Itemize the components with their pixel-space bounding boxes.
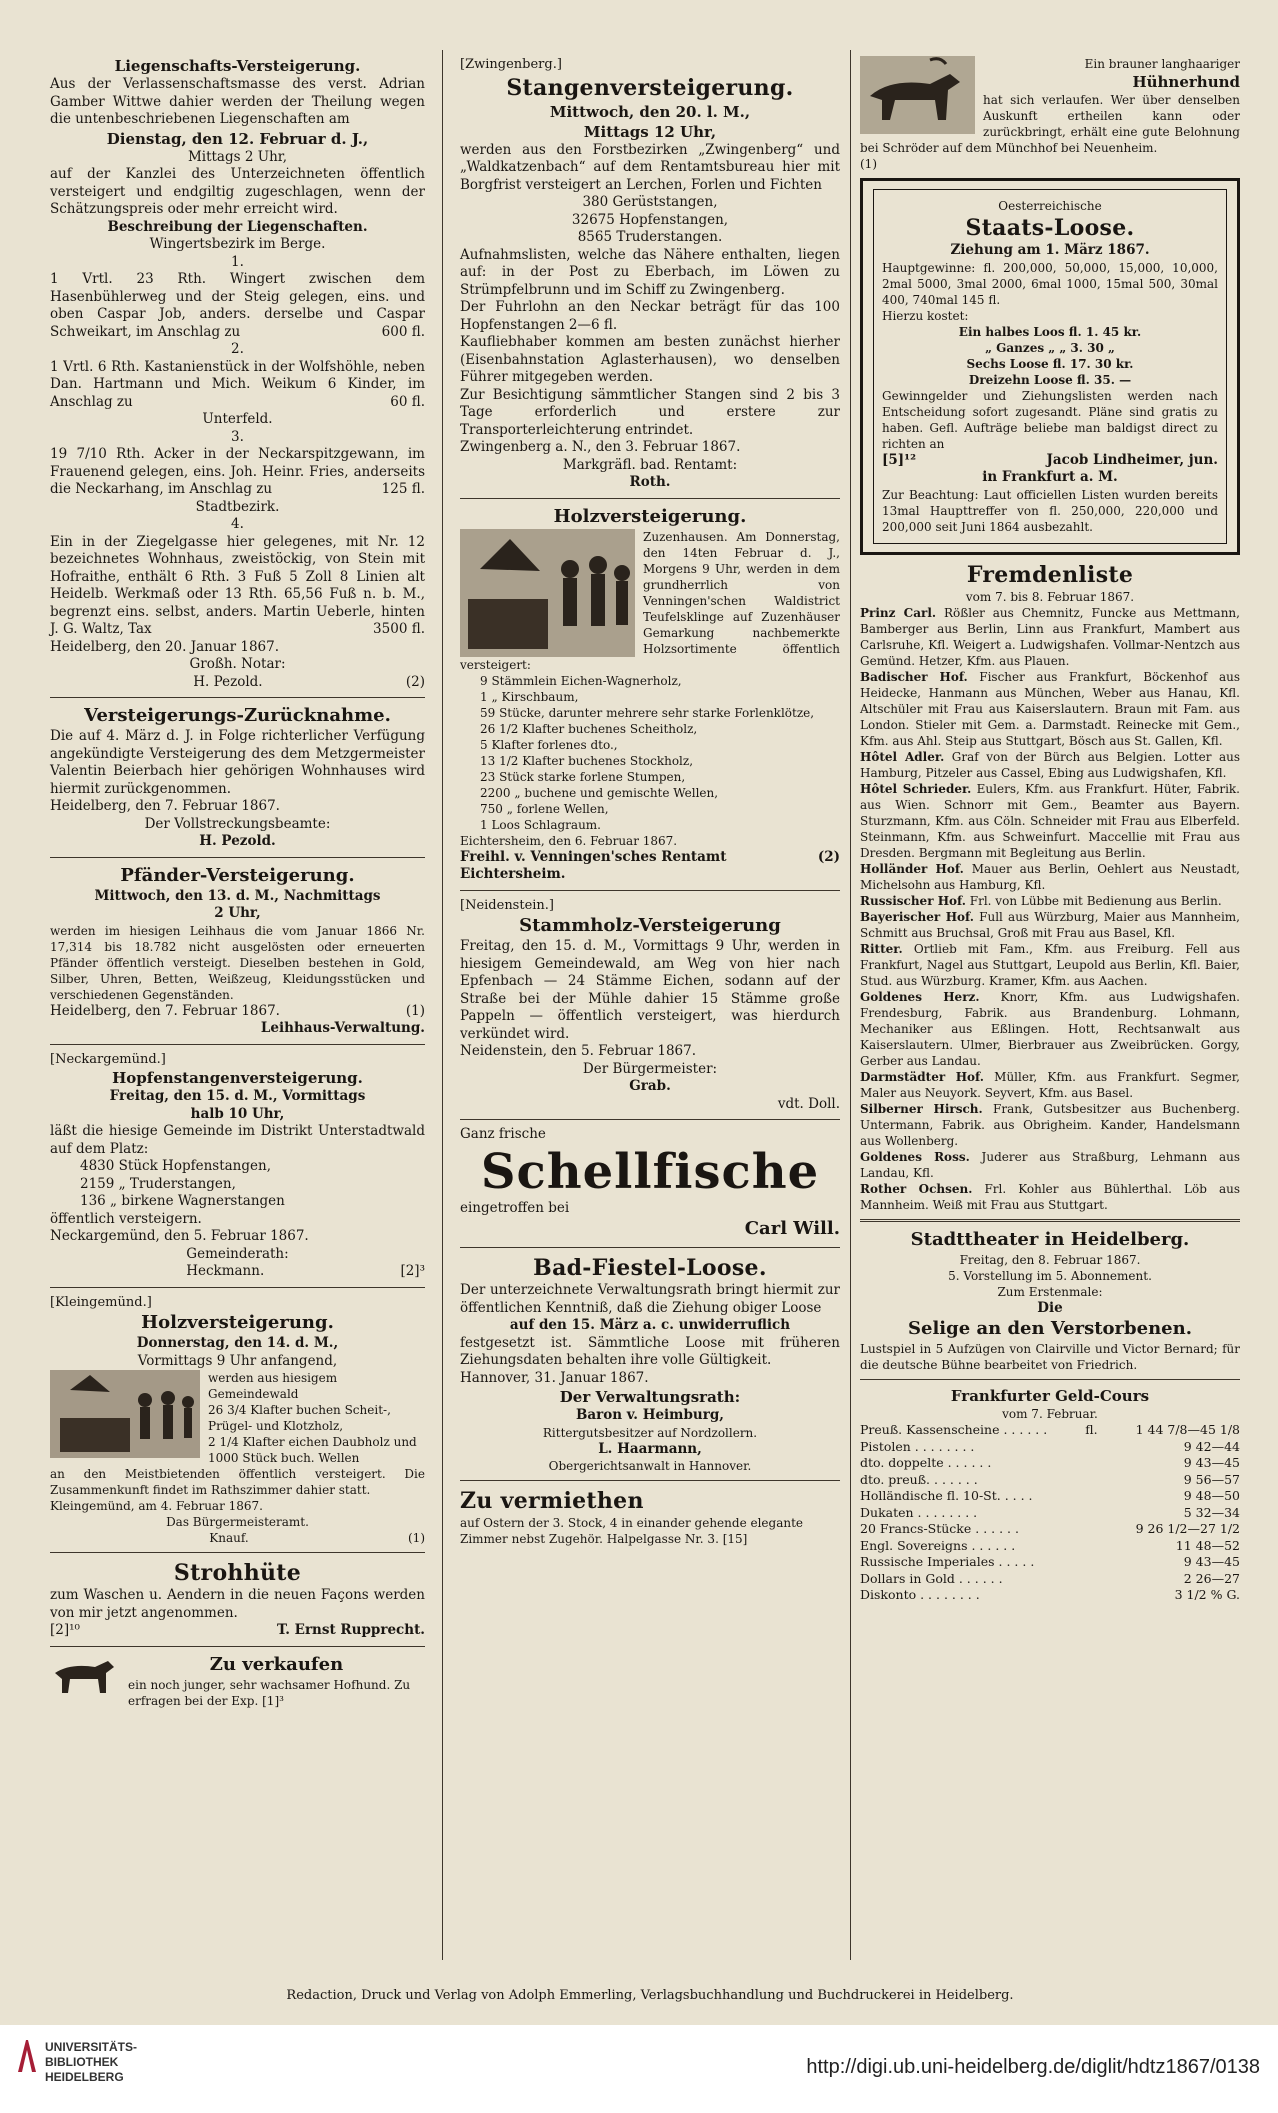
currency-name: Russische Imperiales . . . . . <box>860 1554 1035 1569</box>
guest-names: Frl. Kohler aus Bühlerthal. Löb aus Mannheim. Weiß mit Frau aus Stuttgart. <box>860 1181 1240 1212</box>
ad-first: Zum Erstenmale: <box>997 1284 1103 1299</box>
hotel-name: Prinz Carl. <box>860 605 937 620</box>
ad-sign: Roth. <box>629 474 671 490</box>
ad-date: Mittwoch, den 20. l. M., <box>549 102 751 121</box>
exchange-row <box>860 1422 1240 1439</box>
ad-fiestel <box>460 1254 840 1474</box>
source-url[interactable]: http://digi.ub.uni-heidelberg.de/diglit/hdtz1867/0138 <box>806 2056 1260 2078</box>
guest-entry <box>860 605 1240 669</box>
ad-body: Ein brauner langhaariger <box>1084 57 1240 71</box>
ad-place: Zwingenberg a. N., den 3. Februar 1867. <box>460 439 741 455</box>
currency-name: dto. preuß. . . . . . . <box>860 1471 978 1487</box>
ad-place: Neckargemünd, den 5. Februar 1867. <box>50 1228 309 1244</box>
ad-body: hat sich verlaufen. Wer über denselben Auskunft ertheilen kann oder zurückbringt, erhält eine gute Belohnung bei Schröder auf dem Münchhof bei Neuenheim. <box>860 93 1240 155</box>
ad-intro: Aus der Verlassenschaftsmasse des verst. Adrian Gamber Wittwe dahier werden der Theilung wegen die untenbeschriebenen Liegenschaften am <box>50 76 425 127</box>
currency-name: Diskonto . . . . . . . . <box>860 1587 980 1602</box>
currency-rate: 5 32—34 <box>1183 1504 1240 1520</box>
column-2 <box>460 56 840 1553</box>
ad-tag: [Neckargemünd.] <box>50 1051 166 1067</box>
ad-body2: festgesetzt ist. Sämmtliche Loose mit früheren Ziehungsdaten behalten ihre volle Gültigkeit. <box>460 1334 840 1368</box>
item-number: 2. <box>231 341 244 357</box>
currency-rate: 9 56—57 <box>1183 1471 1240 1487</box>
ad-strohhuete <box>50 1559 425 1640</box>
currency-name: dto. doppelte . . . . . . <box>860 1455 992 1470</box>
ad-post: eingetroffen bei <box>460 1199 570 1216</box>
currency-unit: fl. <box>1085 1422 1098 1437</box>
ad-zuruecknahme <box>50 704 425 851</box>
ad-title: Pfänder-Versteigerung. <box>120 864 355 886</box>
guest-entry <box>860 989 1240 1069</box>
ad-sign: Carl Will. <box>744 1218 840 1239</box>
ad-office: Großh. Notar: <box>189 656 286 672</box>
ad-liegenschaft <box>50 56 425 691</box>
ad-date: Ziehung am 1. März 1867. <box>950 242 1150 258</box>
exchange-row <box>860 1472 1240 1489</box>
currency-name: Dukaten . . . . . . . . <box>860 1504 978 1520</box>
ad-body: läßt die hiesige Gemeinde im Distrikt Unterstadtwald auf dem Platz: <box>50 1123 425 1157</box>
guest-entry <box>860 893 1240 909</box>
ad-title: Versteigerungs-Zurücknahme. <box>84 705 391 726</box>
item-number: 4. <box>231 516 244 532</box>
hotel-name: Rother Ochsen. <box>860 1181 973 1196</box>
currency-rate: 9 48—50 <box>1183 1488 1240 1503</box>
item-price: 60 fl. <box>390 393 425 410</box>
guest-entry <box>860 909 1240 941</box>
currency-rate: 2 26—27 <box>1183 1570 1240 1586</box>
ad-sign: Grab. <box>629 1078 671 1094</box>
section-date: vom 7. bis 8. Februar 1867. <box>965 589 1135 604</box>
ad-office: Der Verwaltungsrath: <box>559 1388 741 1406</box>
ad-district: Stadtbezirk. <box>195 498 280 515</box>
ad-line: 750 „ forlene Wellen, <box>480 801 609 816</box>
ad-time: halb 10 Uhr, <box>190 1105 285 1122</box>
ad-date: Freitag, den 8. Februar 1867. <box>959 1252 1141 1267</box>
ad-prizes: Hauptgewinne: fl. 200,000, 50,000, 15,000, 10,000, 2mal 5000, 3mal 2000, 6mal 1000, 15mal 500, 30mal 400, 740mal 145 fl. <box>882 260 1218 307</box>
ad-body: Freitag, den 15. d. M., Vormittags 9 Uhr, werden in hiesigem Gemeindewald, am Weg von hier nach Epfenbach — 24 Stämme Eichen, sodann auf der Straße bei der Mühle dahier 15 Stämme große Pappeln — öffentlich versteigert, was hierdurch verkündet wird. <box>460 938 840 1042</box>
ad-title: Stadttheater in Heidelberg. <box>910 1228 1190 1250</box>
currency-name: 20 Francs-Stücke . . . . . . <box>860 1521 1019 1536</box>
ad-place: Eichtersheim, den 6. Februar 1867. <box>460 833 678 848</box>
ad-holz2 <box>460 505 840 884</box>
item-text: 1 Vrtl. 23 Rth. Wingert zwischen dem Hasenbühlerweg und der Steig gelegen, eins. und oben Caspar Job, anders. derselbe und Caspar Schweikart, im Anschlag zu 600 fl. <box>50 271 425 340</box>
item-price: 125 fl. <box>381 481 425 497</box>
column-rule-1 <box>442 50 443 1960</box>
ad-title: Hühnerhund <box>1132 73 1240 91</box>
ad-holz <box>50 1294 425 1547</box>
ad-date: Mittwoch, den 13. d. M., Nachmittags <box>94 887 381 904</box>
ad-para: Aufnahmslisten, welche das Nähere enthalten, liegen auf: in der Post zu Eberbach, im Löwen zu Strümpfelbrunn und im Schiff zu Zwingenberg. <box>460 246 840 298</box>
currency-name: Engl. Sovereigns . . . . . . <box>860 1537 1016 1553</box>
item-price: 600 fl. <box>381 323 425 340</box>
ad-body: werden im hiesigen Leihhaus die vom Januar 1866 Nr. 17,314 bis 18.782 nicht ausgelösten oder erneuerten Pfänder öffentlich versteigt. Dieselben bestehen in Gold, Silber, Uhren, Betten, Weißzeug, Kleidungsstücken und verschiedenen Gegenständen. <box>50 923 425 1002</box>
item-number: 1. <box>231 253 244 270</box>
guest-entry <box>860 1149 1240 1181</box>
hotel-name: Goldenes Herz. <box>860 989 980 1004</box>
hotel-name: Ritter. <box>860 941 903 956</box>
guest-entry <box>860 749 1240 781</box>
ad-time: Mittags 12 Uhr, <box>583 122 717 141</box>
section-title: Frankfurter Geld-Cours <box>950 1387 1150 1405</box>
currency-rate: 9 26 1/2—27 1/2 <box>1135 1521 1240 1536</box>
ad-title: Holzversteigerung. <box>553 505 747 527</box>
hotel-name: Badischer Hof. <box>860 669 968 684</box>
exchange-row <box>860 1505 1240 1522</box>
guest-names: Graf von der Bürch aus Belgien. Lotter aus Hamburg, Pitzeler aus Cassel, Ebing aus Ludwigshafen, Kfl. <box>860 749 1240 780</box>
ad-intro: Zuzenhausen. Am Donnerstag, den 14ten Februar d. J., Morgens 9 Uhr, werden in dem grundherrlich von Venningen'schen Waldistrict Teufelsklinge auf Zuzenhäuser Gemarkung nachbemerkte Holzsortimente öffentlich versteigert: <box>460 529 840 672</box>
ad-sign: in Frankfurt a. M. <box>982 469 1118 485</box>
ad-place: Hannover, 31. Januar 1867. <box>460 1369 649 1386</box>
ad-line: 136 „ birkene Wagnerstangen <box>80 1193 285 1209</box>
ad-sign-role: Rittergutsbesitzer auf Nordzollern. <box>542 1425 758 1440</box>
ad-place: Heidelberg, den 7. Februar 1867. <box>50 798 280 814</box>
ad-place: Neidenstein, den 5. Februar 1867. <box>460 1043 697 1059</box>
guest-names: Frank, Gutsbesitzer aus Buchenberg. Untermann, Fabrik. aus Obrigheim. Kander, Handelsmann aus Wollenberg. <box>860 1101 1240 1148</box>
ad-line: 59 Stücke, darunter mehrere sehr starke Forlenklötze, <box>480 705 815 720</box>
ad-huehnerhund <box>860 56 1240 172</box>
ad-date: Donnerstag, den 14. d. M., <box>136 1335 339 1351</box>
guest-names: Frl. von Lübbe mit Bedienung aus Berlin. <box>969 893 1222 908</box>
ad-cost-line: Dreizehn Loose fl. 35. — <box>968 372 1132 387</box>
ad-title: Zu verkaufen <box>209 1653 344 1675</box>
ad-vorst: 5. Vorstellung im 5. Abonnement. <box>948 1268 1152 1283</box>
ad-verkaufen <box>50 1653 425 1709</box>
ad-pre: Ganz frische <box>460 1126 546 1142</box>
guest-entry <box>860 861 1240 893</box>
ad-sign-row: Heckmann. [2]³ <box>186 1263 425 1279</box>
ad-title: Liegenschafts-Versteigerung. <box>114 57 361 75</box>
ad-sign: H. Pezold. <box>199 833 276 849</box>
ad-date: Freitag, den 15. d. M., Vormittags <box>109 1088 366 1104</box>
column-3 <box>860 56 1240 1610</box>
ad-info: Gewinngelder und Ziehungslisten werden nach Entscheidung sofort zugesandt. Pläne sind gratis zu haben. Gefl. Aufträge beliebe man baldigst direct zu richten an <box>882 388 1218 451</box>
ad-pre: Oesterreichische <box>998 199 1102 213</box>
ad-vdt: vdt. Doll. <box>777 1095 840 1112</box>
ad-line: 1 Loos Schlagraum. <box>480 817 601 832</box>
ad-body: Die auf 4. März d. J. in Folge richterlicher Verfügung angekündigte Versteigerung des dem Metzgermeister Valentin Beierbach hier gehörigen Wohnhauses wird hiermit zurückgenommen. <box>50 728 425 797</box>
ad-body: Der unterzeichnete Verwaltungsrath bringt hiermit zur öffentlichen Kenntniß, daß die Ziehung obiger Loose <box>460 1282 840 1316</box>
guest-entry <box>860 1181 1240 1213</box>
currency-rate: 9 43—45 <box>1183 1455 1240 1470</box>
ad-mark: (1) <box>860 157 877 171</box>
ad-sign: Baron v. Heimburg, <box>576 1407 724 1423</box>
ad-date: auf den 15. März a. c. unwiderruflich <box>509 1317 791 1333</box>
ad-sign-role: Obergerichtsanwalt in Hannover. <box>548 1459 752 1473</box>
ad-hopfen <box>50 1051 425 1281</box>
exchange-row <box>860 1455 1240 1472</box>
ad-office: Gemeinderath: <box>186 1245 289 1262</box>
ad-line: 380 Gerüststangen, <box>582 194 718 210</box>
ad-play: Selige an den Verstorbenen. <box>908 1318 1192 1339</box>
ad-die: Die <box>1037 1299 1063 1316</box>
ad-theater <box>860 1228 1240 1374</box>
guest-names: Ortlieb mit Fam., Kfm. aus Freiburg. Fell aus Frankfurt, Nagel aus Stuttgart, Leupold aus Berlin, Kfl. Baier, Stud. aus Würzburg. Kramer, Kfm. aus Aachen. <box>860 941 1240 988</box>
exchange-table <box>860 1422 1240 1604</box>
ad-office: Der Vollstreckungsbeamte: <box>144 815 331 832</box>
ad-note: Zur Beachtung: Laut officiellen Listen wurden bereits 13mal Haupttreffer von fl. 250,000, 220,000 und 200,000 seit Juni 1864 ausbezahlt. <box>882 487 1218 534</box>
ad-sign-row: Freihl. v. Venningen'sches Rentamt Eichtersheim. (2) <box>460 848 840 882</box>
ad-line: 2 1/4 Klafter eichen Daubholz und <box>208 1435 417 1449</box>
ad-title: Strohhüte <box>173 1560 302 1586</box>
ad-body: werden aus den Forstbezirken „Zwingenberg“ und „Waldkatzenbach“ auf dem Rentamtsbureau hier mit Borgfrist versteigert an Lerchen, Forlen und Fichten <box>460 141 840 193</box>
currency-rate: 11 48—52 <box>1175 1537 1240 1553</box>
ad-sign-row <box>50 674 425 692</box>
ad-tag: [Kleingemünd.] <box>50 1294 152 1310</box>
ad-sign: Leihhaus-Verwaltung. <box>260 1020 425 1036</box>
page-footer: Redaction, Druck und Verlag von Adolph Emmerling, Verlagsbuchhandlung und Buchdruckerei in Heidelberg. <box>286 1988 1014 2003</box>
ad-line: 2159 „ Truderstangen, <box>80 1175 236 1192</box>
ad-cost-line: Ein halbes Loos fl. 1. 45 kr. <box>958 324 1142 339</box>
ad-line: 2200 „ buchene und gemischte Wellen, <box>480 785 719 800</box>
ad-body: zum Waschen u. Aendern in die neuen Façons werden von mir jetzt angenommen. <box>50 1587 425 1621</box>
exchange-row <box>860 1554 1240 1571</box>
ad-place: Kleingemünd, am 4. Februar 1867. <box>50 1499 263 1513</box>
hotel-name: Goldenes Ross. <box>860 1149 970 1164</box>
item-text: Ein in der Ziegelgasse hier gelegenes, mit Nr. 12 bezeichnetes Wohnhaus, zweistöckig, von Stein mit Hofraithe, enthält 6 Rth. 3 Fuß 5 Zoll 8 Linien alt Heidelb. Werkmaß oder 13 Rth. 65,56 Fuß n. b. M., begrenzt eins. selbst, anders. Martin Ueberle, hinten J. G. Waltz, Tax 3500 fl. <box>50 533 425 637</box>
hotel-name: Russischer Hof. <box>860 893 966 908</box>
item-number: 3. <box>231 428 244 445</box>
column-rule-2 <box>850 50 851 1960</box>
library-logo-icon <box>14 2036 40 2076</box>
hotel-name: Hôtel Adler. <box>860 749 945 764</box>
currency-name: Preuß. Kassenscheine . . . . . . <box>860 1422 1048 1437</box>
ad-title: Schellfische <box>480 1143 820 1200</box>
ad-title: Bad-Fiestel-Loose. <box>533 1255 767 1281</box>
ad-pfaender <box>50 864 425 1038</box>
ad-line: 1000 Stück buch. Wellen <box>208 1451 360 1465</box>
currency-name: Holländische fl. 10-St. . . . . <box>860 1488 1033 1503</box>
guest-names: Fischer aus Frankfurt, Böckenhof aus Heidecke, Hanmann aus München, Weber aus Hanau, Kfl. Altschüler mit Frau aus Kaiserslautern. Braun mit Fam. aus London. Stieler mit Gem. a. Darmstadt. Reinecke mit Gem., Kfm. aus Ahl. Steip aus Stuttgart, Bösch aus St. Gallen, Kfl. <box>860 669 1241 748</box>
column-1 <box>50 56 425 1715</box>
section-title: Fremdenliste <box>966 561 1134 588</box>
ad-sign-row: Knauf. (1) <box>209 1531 425 1545</box>
ad-tag: [Neidenstein.] <box>460 897 555 913</box>
ad-body: ein noch junger, sehr wachsamer Hofhund. Zu erfragen bei der Exp. [1]³ <box>128 1677 411 1708</box>
ad-office: Das Bürgermeisteramt. <box>166 1515 309 1529</box>
ad-line: 8565 Truderstangen. <box>577 229 723 245</box>
ad-line: 9 Stämmlein Eichen-Wagnerholz, <box>480 673 682 688</box>
ad-line: 26 3/4 Klafter buchen Scheit-, Prügel- und Klotzholz, <box>208 1403 391 1433</box>
ad-staatsloose <box>860 178 1240 555</box>
guest-entry <box>860 1101 1240 1149</box>
ad-vermiethen <box>460 1487 840 1547</box>
hotel-name: Holländer Hof. <box>860 861 964 876</box>
currency-name: Pistolen . . . . . . . . <box>860 1438 975 1454</box>
ad-line: 5 Klafter forlenes dto., <box>480 737 618 752</box>
item-price: 3500 fl. <box>373 621 425 637</box>
item-text: 19 7/10 Rth. Acker in der Neckarspitzgewann, im Frauenend gelegen, eins. Joh. Heinr. Fries, anderseits die Neckarhang, im Anschlag zu 125 fl. <box>50 446 425 497</box>
ad-para: Der Fuhrlohn an den Neckar beträgt für das 100 Hopfenstangen 2—6 fl. <box>460 299 840 333</box>
ad-title: Holzversteigerung. <box>141 1312 334 1333</box>
ad-title: Stammholz-Versteigerung <box>519 915 781 936</box>
ad-sign: L. Haarmann, <box>598 1440 702 1457</box>
hotel-name: Darmstädter Hof. <box>860 1069 984 1084</box>
guest-entry <box>860 1069 1240 1101</box>
hotel-name: Silberner Hirsch. <box>860 1101 983 1116</box>
ad-cost-line: Sechs Loose fl. 17. 30 kr. <box>966 356 1134 371</box>
ad-line: 1 „ Kirschbaum, <box>480 689 579 704</box>
ad-date: Dienstag, den 12. Februar d. J., <box>106 129 369 148</box>
hunting-dog-illustration <box>860 56 975 134</box>
exchange-row <box>860 1488 1240 1505</box>
guest-entry <box>860 941 1240 989</box>
ad-title: Stangenversteigerung. <box>506 74 794 101</box>
ad-office: Markgräfl. bad. Rentamt: <box>562 456 738 473</box>
geld-cours <box>860 1386 1240 1604</box>
ad-tail: öffentlich versteigern. <box>50 1210 202 1227</box>
ad-subtitle: Beschreibung der Liegenschaften. <box>107 218 368 235</box>
ad-district: Wingertsbezirk im Berge. <box>149 236 326 252</box>
ad-place: Heidelberg, den 20. Januar 1867. <box>50 638 280 655</box>
guest-entry <box>860 781 1240 861</box>
ad-costs: Hierzu kostet: <box>882 308 969 323</box>
exchange-row <box>860 1587 1240 1604</box>
guest-names: Eulers, Kfm. aus Frankfurt. Hüter, Fabrik. aus Wien. Schnorr mit Gem., Beamter aus Bayern. Sturzmann, Kfm. aus Cöln. Schneider mit Frau aus Elberfeld. Steinmann, Kfm. aus Schweinfurt. Maccellie mit Frau aus Dresden. Bergmann mit Begleitung aus Berlin. <box>860 781 1240 860</box>
guest-names: Rößler aus Chemnitz, Funcke aus Mettmann, Bamberger aus Berlin, Linn aus Frankfurt, Mambert aus Carlsruhe, Kfl. Weigert a. Ludwigshafen. Vollmar-Nentzch aus Gemünd. Hetzer, Kfm. aus Plauen. <box>860 605 1240 668</box>
item-text: 1 Vrtl. 6 Rth. Kastanienstück in der Wolfshöhle, neben Dan. Hartmann und Mich. Weikum 6 Kinder, im Anschlag zu 60 fl. <box>50 358 425 410</box>
ad-cost-line: „ Ganzes „ „ 3. 30 „ <box>985 340 1115 355</box>
ad-mark: (2) <box>405 673 425 690</box>
ad-schellfische <box>460 1126 840 1241</box>
currency-rate: 1 44 7/8—45 1/8 <box>1135 1422 1240 1437</box>
exchange-row <box>860 1571 1240 1588</box>
currency-name: Dollars in Gold . . . . . . <box>860 1570 1003 1586</box>
ad-para: Kaufliebhaber kommen am besten zunächst hierher (Eisenbahnstation Aglasterhausen), wo denselben Führer mitgegeben werden. <box>460 334 840 385</box>
ad-title: Staats-Loose. <box>965 215 1135 241</box>
ad-body: an den Meistbietenden öffentlich versteigert. Die Zusammenkunft findet im Rathszimmer dahier statt. <box>50 1467 425 1497</box>
ad-office: Der Bürgermeister: <box>582 1060 718 1077</box>
guest-entry <box>860 669 1240 749</box>
ad-district: Unterfeld. <box>202 411 273 427</box>
dog-illustration <box>50 1653 120 1697</box>
currency-rate: 9 43—45 <box>1183 1554 1240 1569</box>
hotel-name: Bayerischer Hof. <box>860 909 974 924</box>
currency-rate: 9 42—44 <box>1183 1438 1240 1454</box>
ad-sign: H. Pezold. <box>193 673 263 690</box>
ad-time: Vormittags 9 Uhr anfangend, <box>137 1352 338 1369</box>
exchange-row <box>860 1538 1240 1555</box>
ad-line: 13 1/2 Klafter buchenes Stockholz, <box>480 753 694 768</box>
ad-sign-row: [5]¹² Jacob Lindheimer, jun. <box>882 451 1218 468</box>
currency-rate: 3 1/2 % G. <box>1174 1587 1240 1602</box>
ad-body: auf Ostern der 3. Stock, 4 in einander gehende elegante Zimmer nebst Zugehör. Halpelgasse Nr. 3. [15] <box>460 1516 804 1546</box>
exchange-row <box>860 1439 1240 1456</box>
ad-place-row: Heidelberg, den 7. Februar 1867. (1) <box>50 1002 425 1019</box>
ad-line: 32675 Hopfenstangen, <box>571 211 729 228</box>
ad-line: 26 1/2 Klafter buchenes Scheitholz, <box>480 721 698 736</box>
guest-names: Juderer aus Straßburg, Lehmann aus Landau, Kfl. <box>860 1149 1240 1180</box>
ad-desc: Lustspiel in 5 Aufzügen von Clairville und Victor Bernard; für die deutsche Bühne bearbeitet von Friedrich. <box>860 1342 1240 1372</box>
ad-line: 23 Stück starke forlene Stumpen, <box>480 769 686 784</box>
ad-time: 2 Uhr, <box>214 905 261 921</box>
guest-names: Full aus Würzburg, Maier aus Mannheim, Schmitt aus Bruchsal, Groß mit Frau aus Basel, Kfl. <box>860 909 1240 940</box>
guest-names: Knorr, Kfm. aus Ludwigshafen. Frendesburg, Fabrik. aus Brandenburg. Lohmann, Mechaniker aus Eßlingen. Hott, Rechtsanwalt aus Kaiserslautern. Ulmer, Bierbrauer aus Zweibrücken. Gorgy, Gerber aus Landau. <box>860 989 1240 1068</box>
ad-time: Mittags 2 Uhr, <box>187 148 288 165</box>
ad-intro: werden aus hiesigem Gemeindewald <box>208 1371 338 1401</box>
ad-para: Zur Besichtigung sämmtlicher Stangen sind 2 bis 3 Tage erforderlich und erstere zur Transporterleichterung entrindet. <box>460 386 840 438</box>
ad-title: Hopfenstangenversteigerung. <box>112 1069 363 1087</box>
woodcutters-illustration <box>50 1370 200 1458</box>
ad-body: auf der Kanzlei des Unterzeichneten öffentlich versteigert und endgiltig zugeschlagen, wenn der Schätzungspreis oder mehr erreicht wird. <box>50 166 425 217</box>
fremdenliste <box>860 561 1240 1213</box>
ad-line: 4830 Stück Hopfenstangen, <box>80 1158 271 1174</box>
guest-names: Müller, Kfm. aus Frankfurt. Segmer, Maler aus Neuyork. Seyvert, Kfm. aus Basel. <box>860 1069 1240 1100</box>
hotel-name: Hôtel Schrieder. <box>860 781 972 796</box>
guest-list <box>860 605 1240 1213</box>
section-date: vom 7. Februar. <box>1002 1407 1098 1421</box>
guest-names: Mauer aus Berlin, Oehlert aus Neustadt, Michelsohn aus Hamburg, Kfl. <box>860 861 1240 892</box>
ad-sign-row: [2]¹⁰ T. Ernst Rupprecht. <box>50 1622 425 1638</box>
ad-stangen <box>460 56 840 492</box>
library-brand: UNIVERSITÄTS- BIBLIOTHEK HEIDELBERG <box>45 2040 138 2084</box>
ad-tag: [Zwingenberg.] <box>460 57 562 72</box>
exchange-row <box>860 1521 1240 1538</box>
woodcutters-illustration <box>460 529 635 657</box>
ad-stammholz <box>460 897 840 1114</box>
ad-title: Zu vermiethen <box>460 1488 644 1514</box>
